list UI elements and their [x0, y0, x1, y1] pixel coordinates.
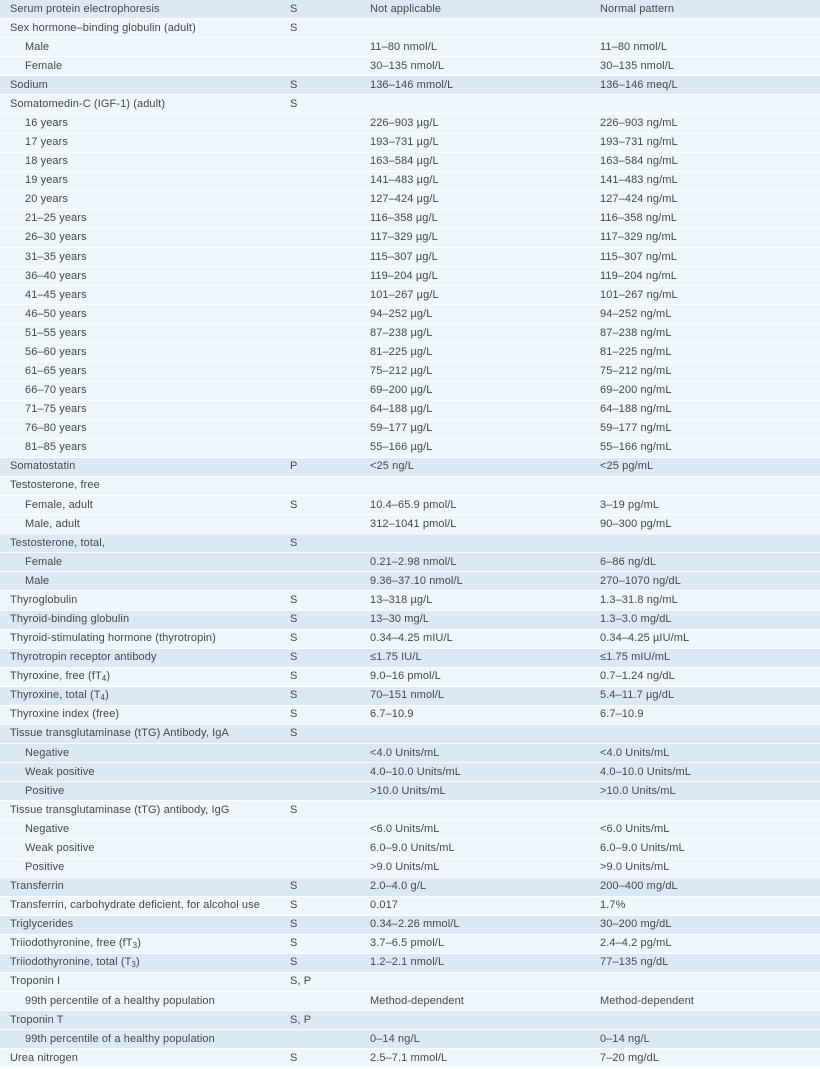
- table-row: [0, 668, 820, 687]
- analyte-cell: 56–60 years: [25, 345, 87, 358]
- conventional-range-cell: 141–483 ng/mL: [600, 174, 678, 187]
- conventional-range-cell: 11–80 nmol/L: [600, 40, 668, 53]
- table-row: [0, 343, 820, 362]
- specimen-cell: S: [290, 593, 298, 606]
- si-range-cell: 11–80 nmol/L: [370, 40, 438, 53]
- conventional-range-cell: >10.0 Units/mL: [600, 784, 676, 797]
- table-row: [0, 401, 820, 420]
- specimen-cell: S: [290, 21, 298, 34]
- table-row: [0, 210, 820, 229]
- analyte-cell: Male, adult: [25, 517, 80, 530]
- analyte-cell: Triglycerides: [10, 918, 74, 931]
- conventional-range-cell: 117–329 ng/mL: [600, 231, 677, 244]
- si-range-cell: 64–188 µg/L: [370, 403, 433, 416]
- analyte-cell: Troponin I: [10, 975, 61, 988]
- conventional-range-cell: 55–166 ng/mL: [600, 441, 672, 454]
- si-range-cell: >9.0 Units/mL: [370, 861, 440, 874]
- si-range-cell: 9.0–16 pmol/L: [370, 670, 442, 683]
- table-row: [0, 839, 820, 858]
- analyte-cell: Sodium: [10, 78, 48, 91]
- specimen-cell: S, P: [290, 975, 312, 988]
- table-row: [0, 973, 820, 992]
- si-range-cell: 3.7–6.5 pmol/L: [370, 937, 445, 950]
- analyte-cell: Positive: [25, 861, 65, 874]
- specimen-cell: S: [290, 956, 298, 969]
- conventional-range-cell: 59–177 ng/mL: [600, 422, 672, 435]
- table-row: [0, 954, 820, 973]
- conventional-range-cell: 30–200 mg/dL: [600, 918, 672, 931]
- conventional-range-cell: 115–307 ng/mL: [600, 250, 677, 263]
- analyte-cell: 51–55 years: [25, 326, 87, 339]
- si-range-cell: 75–212 µg/L: [370, 364, 433, 377]
- conventional-range-cell: 5.4–11.7 µg/dL: [600, 689, 675, 702]
- si-range-cell: Method-dependent: [370, 994, 464, 1007]
- conventional-range-cell: Normal pattern: [600, 2, 675, 15]
- conventional-range-cell: 0–14 ng/L: [600, 1032, 650, 1045]
- analyte-cell: Weak positive: [25, 841, 95, 854]
- si-range-cell: 0.017: [370, 899, 399, 912]
- conventional-range-cell: 193–731 ng/mL: [600, 136, 678, 149]
- conventional-range-cell: <25 pg/mL: [600, 460, 654, 473]
- conventional-range-cell: 69–200 ng/mL: [600, 384, 672, 397]
- si-range-cell: 13–30 mg/L: [370, 613, 430, 625]
- table-row: [0, 935, 820, 954]
- table-row: [0, 1011, 820, 1030]
- analyte-cell: 81–85 years: [25, 441, 87, 454]
- si-range-cell: 101–267 µg/L: [370, 288, 439, 301]
- si-range-cell: 117–329 µg/L: [370, 231, 438, 244]
- si-range-cell: 6.0–9.0 Units/mL: [370, 841, 455, 854]
- conventional-range-cell: 64–188 ng/mL: [600, 403, 672, 416]
- specimen-cell: S: [290, 2, 298, 15]
- specimen-cell: S: [290, 97, 298, 110]
- si-range-cell: 10.4–65.9 pmol/L: [370, 498, 457, 511]
- si-range-cell: 115–307 µg/L: [370, 250, 438, 263]
- table-row: [0, 687, 820, 706]
- analyte-cell: Positive: [25, 784, 65, 797]
- analyte-cell: Tissue transglutaminase (tTG) Antibody, IgA: [10, 727, 229, 740]
- conventional-range-cell: 1.3–3.0 mg/dL: [600, 613, 672, 625]
- table-row: [0, 611, 820, 630]
- conventional-range-cell: 0.34–4.25 µIU/mL: [600, 632, 690, 645]
- conventional-range-cell: 6.7–10.9: [600, 708, 644, 721]
- analyte-cell: Thyroid-stimulating hormone (thyrotropin): [10, 632, 216, 645]
- conventional-range-cell: 87–238 ng/mL: [600, 326, 672, 339]
- table-row: [0, 553, 820, 572]
- conventional-range-cell: 90–300 pg/mL: [600, 517, 672, 530]
- analyte-cell: 20 years: [25, 193, 68, 206]
- conventional-range-cell: 4.0–10.0 Units/mL: [600, 765, 691, 778]
- analyte-cell: Urea nitrogen: [10, 1051, 78, 1064]
- conventional-range-cell: 2.4–4.2 pg/mL: [600, 937, 672, 950]
- analyte-cell: Thyroxine, free $(fT_4)$: [10, 670, 111, 684]
- conventional-range-cell: 101–267 ng/mL: [600, 288, 678, 301]
- specimen-cell: S: [290, 937, 298, 950]
- table-row: [0, 95, 820, 114]
- analyte-cell: Weak positive: [25, 765, 95, 778]
- analyte-cell: 41–45 years: [25, 288, 87, 301]
- table-row: [0, 725, 820, 744]
- conventional-range-cell: 6.0–9.0 Units/mL: [600, 841, 685, 854]
- table-row: [0, 458, 820, 477]
- si-range-cell: 116–358 µg/L: [370, 212, 438, 225]
- specimen-cell: S: [290, 670, 298, 683]
- analyte-cell: Negative: [25, 822, 70, 835]
- si-range-cell: 69–200 µg/L: [370, 384, 433, 397]
- table-row: [0, 534, 820, 553]
- table-row: [0, 496, 820, 515]
- specimen-cell: S: [290, 536, 298, 549]
- si-range-cell: 13–318 µg/L: [370, 593, 433, 606]
- conventional-range-cell: 163–584 ng/mL: [600, 155, 678, 168]
- conventional-range-cell: 1.7%: [600, 899, 626, 912]
- si-range-cell: 30–135 nmol/L: [370, 59, 445, 72]
- table-row: [0, 591, 820, 610]
- table-row: [0, 362, 820, 381]
- table-row: [0, 649, 820, 668]
- table-row: [0, 1030, 820, 1049]
- conventional-range-cell: 7–20 mg/dL: [600, 1051, 660, 1064]
- conventional-range-cell: <6.0 Units/mL: [600, 822, 670, 835]
- si-range-cell: 94–252 µg/L: [370, 307, 433, 320]
- analyte-cell: 99th percentile of a healthy population: [25, 994, 215, 1007]
- table-row: [0, 0, 820, 19]
- analyte-cell: Somatostatin: [10, 460, 76, 473]
- table-row: [0, 744, 820, 763]
- table-row: [0, 382, 820, 401]
- specimen-cell: S: [290, 78, 298, 91]
- specimen-cell: S: [290, 727, 298, 740]
- table-row: [0, 172, 820, 191]
- conventional-range-cell: 75–212 ng/mL: [600, 364, 672, 377]
- analyte-cell: Serum protein electrophoresis: [10, 2, 160, 15]
- analyte-cell: Female: [25, 59, 63, 72]
- table-row: [0, 630, 820, 649]
- si-range-cell: 6.7–10.9: [370, 708, 414, 721]
- si-range-cell: Not applicable: [370, 2, 442, 15]
- si-range-cell: 0.34–4.25 mIU/L: [370, 632, 453, 645]
- si-range-cell: <6.0 Units/mL: [370, 822, 440, 835]
- analyte-cell: Sex hormone–binding globulin (adult): [10, 21, 196, 34]
- table-row: [0, 706, 820, 725]
- specimen-cell: S, P: [290, 1013, 312, 1026]
- analyte-cell: Somatomedin-C (IGF-1) (adult): [10, 97, 166, 110]
- conventional-range-cell: 270–1070 ng/dL: [600, 574, 681, 587]
- si-range-cell: 59–177 µg/L: [370, 422, 433, 435]
- table-row: [0, 114, 820, 133]
- si-range-cell: 226–903 µg/L: [370, 116, 439, 129]
- table-row: [0, 153, 820, 172]
- table-row: [0, 572, 820, 591]
- conventional-range-cell: 136–146 meq/L: [600, 78, 678, 91]
- si-range-cell: 0.21–2.98 nmol/L: [370, 555, 457, 568]
- si-range-cell: 136–146 mmol/L: [370, 78, 454, 91]
- table-row: [0, 134, 820, 153]
- analyte-cell: 66–70 years: [25, 384, 87, 397]
- specimen-cell: P: [290, 460, 298, 473]
- conventional-range-cell: 30–135 nmol/L: [600, 59, 675, 72]
- si-range-cell: 55–166 µg/L: [370, 441, 433, 454]
- table-row: [0, 992, 820, 1011]
- table-row: [0, 420, 820, 439]
- analyte-cell: Male: [25, 40, 50, 53]
- analyte-cell: Female, adult: [25, 498, 93, 511]
- conventional-range-cell: 81–225 ng/mL: [600, 345, 672, 358]
- si-range-cell: >10.0 Units/mL: [370, 784, 446, 797]
- specimen-cell: S: [290, 899, 298, 912]
- si-range-cell: 70–151 nmol/L: [370, 689, 445, 702]
- conventional-range-cell: 200–400 mg/dL: [600, 880, 678, 893]
- analyte-cell: Transferrin: [10, 880, 64, 893]
- analyte-cell: 18 years: [25, 155, 68, 168]
- conventional-range-cell: 0.7–1.24 ng/dL: [600, 670, 675, 683]
- analyte-cell: Triiodothyronine, free $(fT_3)$: [10, 937, 141, 951]
- table-row: [0, 191, 820, 210]
- analyte-cell: Troponin T: [10, 1013, 64, 1026]
- si-range-cell: 163–584 µg/L: [370, 155, 439, 168]
- table-row: [0, 76, 820, 95]
- conventional-range-cell: 3–19 pg/mL: [600, 498, 660, 511]
- table-row: [0, 229, 820, 248]
- analyte-cell: 76–80 years: [25, 422, 87, 435]
- si-range-cell: 127–424 µg/L: [370, 193, 439, 206]
- analyte-cell: 17 years: [25, 136, 68, 149]
- table-row: [0, 305, 820, 324]
- analyte-cell: Thyroglobulin: [10, 593, 78, 606]
- specimen-cell: S: [290, 880, 298, 893]
- si-range-cell: 2.5–7.1 mmol/L: [370, 1051, 448, 1064]
- si-range-cell: ≤1.75 IU/L: [370, 651, 422, 664]
- conventional-range-cell: 127–424 ng/mL: [600, 193, 678, 206]
- table-row: [0, 57, 820, 76]
- specimen-cell: S: [290, 651, 298, 664]
- analyte-cell: Testosterone, total,: [10, 536, 105, 549]
- analyte-cell: 71–75 years: [25, 403, 87, 416]
- si-range-cell: 2.0–4.0 g/L: [370, 880, 427, 893]
- analyte-cell: Thyroid-binding globulin: [10, 613, 130, 625]
- conventional-range-cell: 119–204 ng/mL: [600, 269, 677, 282]
- table-row: [0, 286, 820, 305]
- specimen-cell: S: [290, 803, 298, 816]
- analyte-cell: 46–50 years: [25, 307, 87, 320]
- analyte-cell: Triiodothyronine, total $(T_3)$: [10, 956, 140, 970]
- si-range-cell: 193–731 µg/L: [370, 136, 439, 149]
- table-row: [0, 859, 820, 878]
- si-range-cell: 0.34–2.26 mmol/L: [370, 918, 460, 931]
- analyte-cell: Testosterone, free: [10, 479, 100, 492]
- table-row: [0, 267, 820, 286]
- table-row: [0, 801, 820, 820]
- specimen-cell: S: [290, 708, 298, 721]
- analyte-cell: Thyroxine index (free): [10, 708, 120, 721]
- conventional-range-cell: >9.0 Units/mL: [600, 861, 670, 874]
- si-range-cell: 312–1041 pmol/L: [370, 517, 457, 530]
- table-row: [0, 515, 820, 534]
- si-range-cell: 0–14 ng/L: [370, 1032, 420, 1045]
- conventional-range-cell: Method-dependent: [600, 994, 694, 1007]
- si-range-cell: 81–225 µg/L: [370, 345, 433, 358]
- si-range-cell: <25 ng/L: [370, 460, 414, 473]
- analyte-cell: 36–40 years: [25, 269, 87, 282]
- conventional-range-cell: 1.3–31.8 ng/mL: [600, 593, 678, 606]
- conventional-range-cell: 6–86 ng/dL: [600, 555, 657, 568]
- conventional-range-cell: 116–358 ng/mL: [600, 212, 677, 225]
- table-row: [0, 477, 820, 496]
- si-range-cell: 4.0–10.0 Units/mL: [370, 765, 461, 778]
- table-row: [0, 19, 820, 38]
- si-range-cell: <4.0 Units/mL: [370, 746, 440, 759]
- specimen-cell: S: [290, 918, 298, 931]
- analyte-cell: Thyrotropin receptor antibody: [10, 651, 157, 664]
- analyte-cell: Transferrin, carbohydrate deficient, for alcohol use: [10, 899, 260, 912]
- table-row: [0, 916, 820, 935]
- analyte-cell: Tissue transglutaminase (tTG) antibody, IgG: [10, 803, 230, 816]
- analyte-cell: 99th percentile of a healthy population: [25, 1032, 215, 1045]
- specimen-cell: S: [290, 498, 298, 511]
- analyte-cell: 31–35 years: [25, 250, 87, 263]
- si-range-cell: 141–483 µg/L: [370, 174, 439, 187]
- si-range-cell: 119–204 µg/L: [370, 269, 438, 282]
- analyte-cell: 61–65 years: [25, 364, 87, 377]
- analyte-cell: 21–25 years: [25, 212, 87, 225]
- table-row: [0, 763, 820, 782]
- conventional-range-cell: 94–252 ng/mL: [600, 307, 672, 320]
- table-row: [0, 820, 820, 839]
- conventional-range-cell: <4.0 Units/mL: [600, 746, 670, 759]
- table-row: [0, 878, 820, 897]
- analyte-cell: Female: [25, 555, 63, 568]
- table-row: [0, 1049, 820, 1068]
- analyte-cell: 19 years: [25, 174, 68, 187]
- analyte-cell: Negative: [25, 746, 70, 759]
- analyte-cell: 26–30 years: [25, 231, 87, 244]
- table-row: [0, 897, 820, 916]
- specimen-cell: S: [290, 689, 298, 702]
- analyte-cell: Male: [25, 574, 50, 587]
- table-row: [0, 38, 820, 57]
- table-row: [0, 248, 820, 267]
- si-range-cell: 87–238 µg/L: [370, 326, 433, 339]
- specimen-cell: S: [290, 1051, 298, 1064]
- table-row: [0, 782, 820, 801]
- analyte-cell: Thyroxine, total $(T_4)$: [10, 689, 109, 703]
- conventional-range-cell: ≤1.75 mIU/mL: [600, 651, 671, 664]
- conventional-range-cell: 77–135 ng/dL: [600, 956, 669, 969]
- analyte-cell: 16 years: [25, 116, 68, 129]
- specimen-cell: S: [290, 632, 298, 645]
- table-row: [0, 324, 820, 343]
- si-range-cell: 1.2–2.1 nmol/L: [370, 956, 445, 969]
- table-row: [0, 439, 820, 458]
- conventional-range-cell: 226–903 ng/mL: [600, 116, 678, 129]
- si-range-cell: 9.36–37.10 nmol/L: [370, 574, 463, 587]
- specimen-cell: S: [290, 613, 298, 625]
